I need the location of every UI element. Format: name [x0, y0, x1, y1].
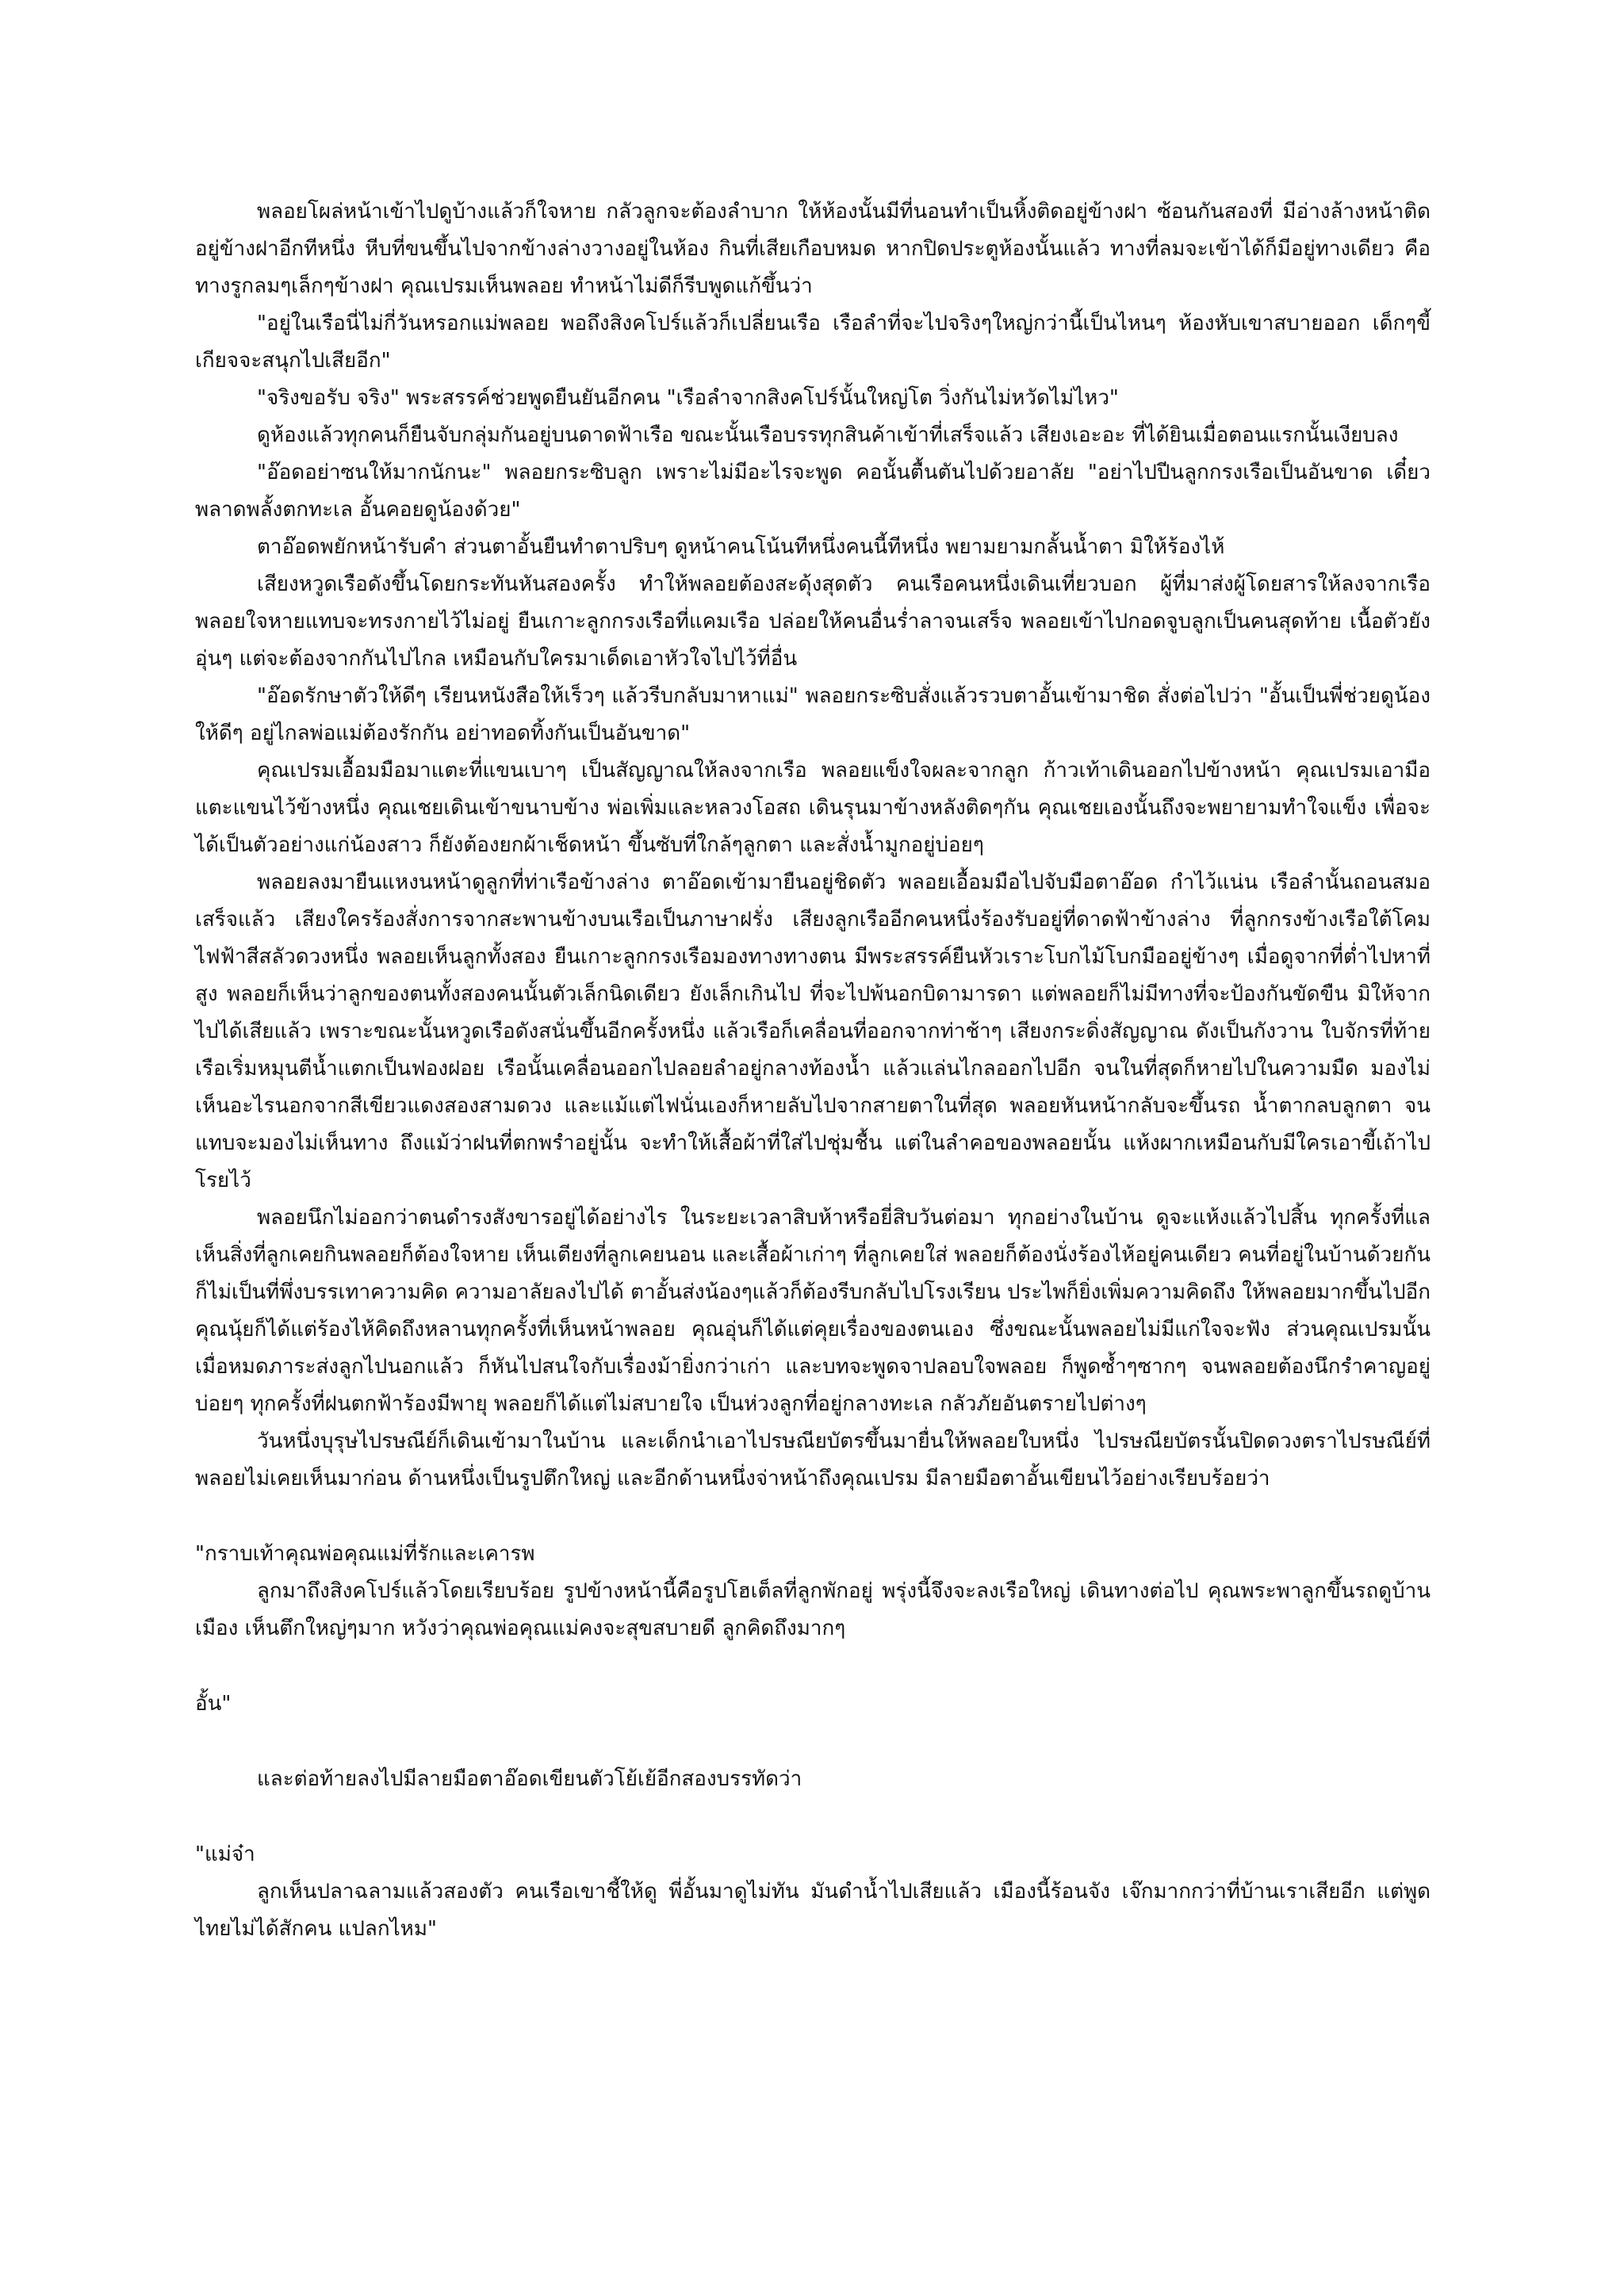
- paragraph: พลอยลงมายืนแหงนหน้าดูลูกที่ท่าเรือข้างล่าง ตาอ๊อดเข้ามายืนอยู่ชิดตัว พลอยเอื้อมมือไปจับมือตาอ๊อด กำไว้แน่น เรือลำนั้นถอนสมอเสร็จแล้ว เสียงใครร้องสั่งการจากสะพานข้างบนเรือเป็นภาษาฝรั่ง เสียงลูกเรืออีกคนหนึ่งร้องรับอยู่ที่ดาดฟ้าข้างล่าง ที่ลูกกรงข้างเรือใต้โคมไฟฟ้าสีสลัวดวงหนึ่ง พลอยเห็นลูกทั้งสอง ยืนเกาะลูกกรงเรือมองทางทางตน มีพระสรรค์ยืนหัวเราะโบกไม้โบกมืออยู่ข้างๆ เมื่อดูจากที่ต่ำไปหาที่สูง พลอยก็เห็นว่าลูกของตนทั้งสองคนนั้นตัวเล็กนิดเดียว ยังเล็กเกินไป ที่จะไปพ้นอกบิดามารดา แต่พลอยก็ไม่มีทางที่จะป้องกันขัดขืน มิให้จากไปได้เสียแล้ว เพราะขณะนั้นหวูดเรือดังสนั่นขึ้นอีกครั้งหนึ่ง แล้วเรือก็เคลื่อนที่ออกจากท่าช้าๆ เสียงกระดิ่งสัญญาณ ดังเป็นกังวาน ใบจักรที่ท้ายเรือเริ่มหมุนตีน้ำแตกเป็นฟองฝอย เรือนั้นเคลื่อนออกไปลอยลำอยู่กลางท้องน้ำ แล้วแล่นไกลออกไปอีก จนในที่สุดก็หายไปในความมืด มองไม่เห็นอะไรนอกจากสีเขียวแดงสองสามดวง และแม้แต่ไฟนั่นเองก็หายลับไปจากสายตาในที่สุด พลอยหันหน้ากลับจะขึ้นรถ น้ำตากลบลูกตา จนแทบจะมองไม่เห็นทาง ถึงแม้ว่าฝนที่ตกพรำอยู่นั้น จะทำให้เสื้อผ้าที่ใส่ไปชุ่มชื้น แต่ในลำคอของพลอยนั้น แห้งผากเหมือนกับมีใครเอาขี้เถ้าไปโรยไว้: [195, 871, 1431, 1192]
- paragraph: "อยู่ในเรือนี่ไม่กี่วันหรอกแม่พลอย พอถึงสิงคโปร์แล้วก็เปลี่ยนเรือ เรือลำที่จะไปจริงๆใหญ่กว่านี้เป็นไหนๆ ห้องหับเขาสบายออก เด็กๆขี้เกียจจะสนุกไปเสียอีก": [195, 312, 1431, 373]
- paragraph: เสียงหวูดเรือดังขึ้นโดยกระทันหันสองครั้ง ทำให้พลอยต้องสะดุ้งสุดตัว คนเรือคนหนึ่งเดินเที่ยวบอก ผู้ที่มาส่งผู้โดยสารให้ลงจากเรือ พลอยใจหายแทบจะทรงกายไว้ไม่อยู่ ยืนเกาะลูกกรงเรือที่แคมเรือ ปล่อยให้คนอื่นร่ำลาจนเสร็จ พลอยเข้าไปกอดจูบลูกเป็นคนสุดท้าย เนื้อตัวยังอุ่นๆ แต่จะต้องจากกันไปไกล เหมือนกับใครมาเด็ดเอาหัวใจไปไว้ที่อื่น: [195, 572, 1431, 671]
- paragraph: ตาอ๊อดพยักหน้ารับคำ ส่วนตาอั้นยืนทำตาปริบๆ ดูหน้าคนโน้นทีหนึ่งคนนี้ทีหนึ่ง พยามยามกลั้นน้ำตา มิให้ร้องไห้: [257, 535, 1225, 559]
- paragraph: "จริงขอรับ จริง" พระสรรค์ช่วยพูดยืนยันอีกคน "เรือลำจากสิงคโปร์นั้นใหญ่โต วิ่งกันไม่หวัดไม่ไหว": [257, 386, 1119, 410]
- letter-body: ลูกมาถึงสิงคโปร์แล้วโดยเรียบร้อย รูปข้างหน้านี้คือรูปโฮเต็ลที่ลูกพักอยู่ พรุ่งนี้จึงจะลงเรือใหญ่ เดินทางต่อไป คุณพระพาลูกขึ้นรถดูบ้านเมือง เห็นตึกใหญ่ๆมาก หวังว่าคุณพ่อคุณแม่คงจะสุขสบายดี ลูกคิดถึงมากๆ: [195, 1579, 1431, 1640]
- paragraph: วันหนึ่งบุรุษไปรษณีย์ก็เดินเข้ามาในบ้าน และเด็กนำเอาไปรษณียบัตรขึ้นมายื่นให้พลอยใบหนึ่ง ไปรษณียบัตรนั้นปิดดวงตราไปรษณีย์ที่พลอยไม่เคยเห็นมาก่อน ด้านหนึ่งเป็นรูปตึกใหญ่ และอีกด้านหนึ่งจ่าหน้าถึงคุณเปรม มีลายมือตาอั้นเขียนไว้อย่างเรียบร้อยว่า: [195, 1429, 1431, 1490]
- paragraph: พลอยโผล่หน้าเข้าไปดูบ้างแล้วก็ใจหาย กลัวลูกจะต้องลำบาก ให้ห้องนั้นมีที่นอนทำเป็นหิ้งติดอยู่ข้างฝา ซ้อนกันสองที่ มีอ่างล้างหน้าติดอยู่ข้างฝาอีกทีหนึ่ง หีบที่ขนขึ้นไปจากข้างล่างวางอยู่ในห้อง กินที่เสียเกือบหมด หากปิดประตูห้องนั้นแล้ว ทางที่ลมจะเข้าได้ก็มีอยู่ทางเดียว คือทางรูกลมๆเล็กๆข้างฝา คุณเปรมเห็นพลอย ทำหน้าไม่ดีก็รีบพูดแก้ขึ้นว่า: [195, 200, 1431, 298]
- paragraph: และต่อท้ายลงไปมีลายมือตาอ๊อดเขียนตัวโย้เย้อีกสองบรรทัดว่า: [257, 1767, 802, 1791]
- document-body: [195, 193, 1431, 1948]
- letter-salutation: "กราบเท้าคุณพ่อคุณแม่ที่รักและเคารพ: [195, 1542, 535, 1566]
- paragraph: "อ๊อดรักษาตัวให้ดีๆ เรียนหนังสือให้เร็วๆ แล้วรีบกลับมาหาแม่" พลอยกระซิบสั่งแล้วรวบตาอั้นเข้ามาชิด สั่งต่อไปว่า "อั้นเป็นพี่ช่วยดูน้องให้ดีๆ อยู่ไกลพ่อแม่ต้องรักกัน อย่าทอดทิ้งกันเป็นอันขาด": [195, 684, 1431, 745]
- note-body: ลูกเห็นปลาฉลามแล้วสองตัว คนเรือเขาชี้ให้ดู พี่อั้นมาดูไม่ทัน มันดำน้ำไปเสียแล้ว เมืองนี้ร้อนจัง เจ๊กมากกว่าที่บ้านเราเสียอีก แต่พูดไทยไม่ได้สักคน แปลกไหม": [195, 1880, 1431, 1941]
- paragraph: "อ๊อดอย่าซนให้มากนักนะ" พลอยกระซิบลูก เพราะไม่มีอะไรจะพูด คอนั้นตื้นตันไปด้วยอาลัย "อย่าไปปีนลูกกรงเรือเป็นอันขาด เดี๋ยวพลาดพลั้งตกทะเล อั้นคอยดูน้องด้วย": [195, 461, 1431, 522]
- paragraph: ดูห้องแล้วทุกคนก็ยืนจับกลุ่มกันอยู่บนดาดฟ้าเรือ ขณะนั้นเรือบรรทุกสินค้าเข้าที่เสร็จแล้ว เสียงเอะอะ ที่ได้ยินเมื่อตอนแรกนั้นเงียบลง: [257, 423, 1399, 447]
- note-salutation: "แม่จ๋า: [195, 1843, 255, 1866]
- paragraph: พลอยนึกไม่ออกว่าตนดำรงสังขารอยู่ได้อย่างไร ในระยะเวลาสิบห้าหรือยี่สิบวันต่อมา ทุกอย่างในบ้าน ดูจะแห้งแล้วไปสิ้น ทุกครั้งที่แลเห็นสิ่งที่ลูกเคยกินพลอยก็ต้องใจหาย เห็นเตียงที่ลูกเคยนอน และเสื้อผ้าเก่าๆ ที่ลูกเคยใส่ พลอยก็ต้องนั่งร้องไห้อยู่คนเดียว คนที่อยู่ในบ้านด้วยกัน ก็ไม่เป็นที่พึ่งบรรเทาความคิด ความอาลัยลงไปได้ ตาอั้นส่งน้องๆแล้วก็ต้องรีบกลับไปโรงเรียน ประไพก็ยิ่งเพิ่มความคิดถึง ให้พลอยมากขึ้นไปอีก คุณนุ้ยก็ได้แต่ร้องไห้คิดถึงหลานทุกครั้งที่เห็นหน้าพลอย คุณอุ่นก็ได้แต่คุยเรื่องของตนเอง ซึ่งขณะนั้นพลอยไม่มีแก่ใจจะฟัง ส่วนคุณเปรมนั้นเมื่อหมดภาระส่งลูกไปนอกแล้ว ก็หันไปสนใจกับเรื่องม้ายิ่งกว่าเก่า และบทจะพูดจาปลอบใจพลอย ก็พูดซ้ำๆซากๆ จนพลอยต้องนึกรำคาญอยู่บ่อยๆ ทุกครั้งที่ฝนตกฟ้าร้องมีพายุ พลอยก็ได้แต่ไม่สบายใจ เป็นห่วงลูกที่อยู่กลางทะเล กลัวภัยอันตรายไปต่างๆ: [195, 1206, 1431, 1416]
- paragraph: คุณเปรมเอื้อมมือมาแตะที่แขนเบาๆ เป็นสัญญาณให้ลงจากเรือ พลอยแข็งใจผละจากลูก ก้าวเท้าเดินออกไปข้างหน้า คุณเปรมเอามือแตะแขนไว้ข้างหนึ่ง คุณเชยเดินเข้าขนาบข้าง พ่อเพิ่มและหลวงโอสถ เดินรุนมาข้างหลังติดๆกัน คุณเชยเองนั้นถึงจะพยายามทำใจแข็ง เพื่อจะได้เป็นตัวอย่างแก่น้องสาว ก็ยังต้องยกผ้าเช็ดหน้า ขึ้นซับที่ใกล้ๆลูกตา และสั่งน้ำมูกอยู่บ่อยๆ: [195, 759, 1431, 857]
- letter-signature: อั้น": [195, 1692, 232, 1716]
